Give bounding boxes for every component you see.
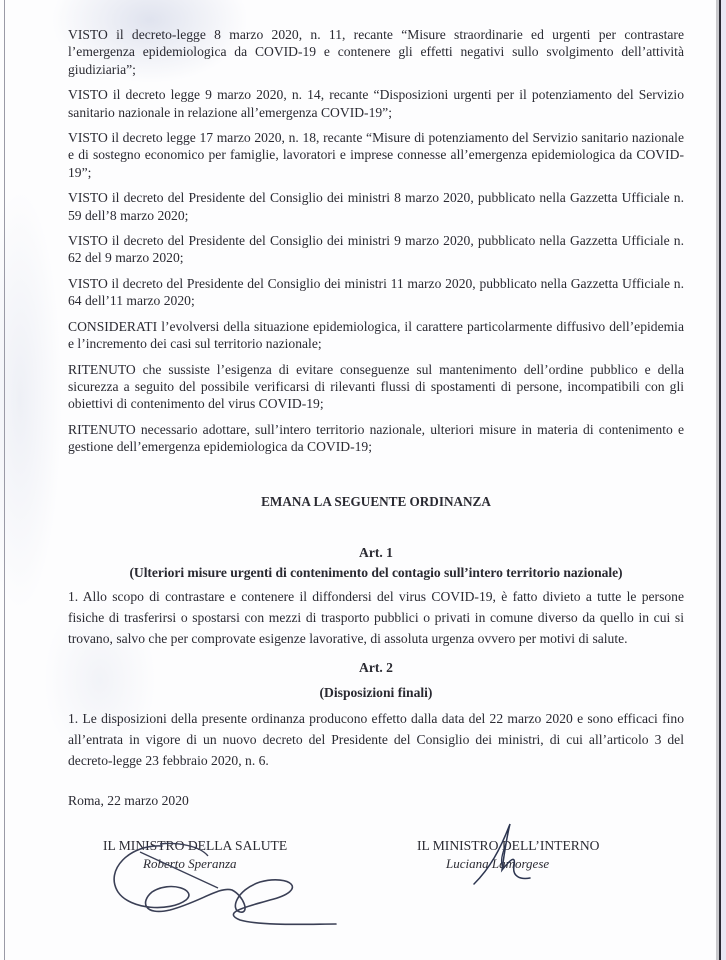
premise-paragraph: CONSIDERATI l’evolversi della situazione epidemiologica, il carattere particolarmente diffusivo dell’epidemia e l’incremento dei casi sul territorio nazionale; [68,318,684,352]
signatory-role: IL MINISTRO DELL’INTERNO [417,838,600,853]
premise-paragraph: VISTO il decreto legge 9 marzo 2020, n. 14, recante “Disposizioni urgenti per il potenziamento del Servizio sanitario nazionale in relazione all’emergenza COVID-19”; [68,87,684,120]
article-2-subtitle: (Disposizioni finali) [319,685,433,701]
document-body [68,26,684,771]
premise-paragraph: VISTO il decreto-legge 8 marzo 2020, n. 11, recante “Misure straordinarie ed urgenti per contrastare l’emergenza epidemiologica da COVID-19 e contenere gli effetti negativi sullo svolgimento dell’attività giudiziaria”; [68,27,684,77]
signature-block-interior [417,838,677,872]
article-1-title: Art. 1 [359,544,393,560]
article-1-text: 1. Allo scopo di contrastare e contenere il diffondersi del virus COVID-19, è fatto divieto a tutte le persone fisiche di trasferirsi o spostarsi con mezzi di trasporto pubblici o privati in comune diverso da quello in cui si trovano, salvo che per comprovate esigenze lavorative, di assoluta urgenza ovvero per motivi di salute. [68,588,684,646]
page-right-edge [716,0,726,960]
article-1-subtitle: (Ulteriori misure urgenti di contenimento del contagio sull’intero territorio nazionale) [129,565,623,581]
signatory-role: IL MINISTRO DELLA SALUTE [103,838,288,853]
premise-paragraph: VISTO il decreto del Presidente del Consiglio dei ministri 9 marzo 2020, pubblicato nella Gazzetta Ufficiale n. 62 del 9 marzo 2020; [68,233,684,266]
article-2-text: 1. Le disposizioni della presente ordinanza producono effetto dalla data del 22 marzo 2020 e sono efficaci fino all’entrata in vigore di un nuovo decreto del Presidente del Consiglio dei ministri, di cui all’articolo 3 del decreto-legge 23 febbraio 2020, n. 6. [68,710,684,768]
signatory-name: Luciana Lamorgese [446,856,550,871]
signatory-name: Roberto Speranza [143,856,237,871]
ordinance-heading: EMANA LA SEGUENTE ORDINANZA [261,493,491,509]
article-2-title: Art. 2 [359,659,393,675]
premise-paragraph: VISTO il decreto legge 17 marzo 2020, n. 18, recante “Misure di potenziamento del Servizio sanitario nazionale e di sostegno economico per famiglie, lavoratori e imprese connesse all’emergenza epidemiologica da COVID-19”; [68,130,684,180]
page-left-edge [4,0,5,960]
premise-paragraph: RITENUTO che sussiste l’esigenza di evitare conseguenze sul mantenimento dell’ordine pubblico e della sicurezza a seguito del possibile verificarsi di rilevanti flussi di spostamenti di persone, incompatibili con gli obiettivi di contenimento del virus COVID-19; [68,361,684,412]
premise-paragraph: VISTO il decreto del Presidente del Consiglio dei ministri 8 marzo 2020, pubblicato nella Gazzetta Ufficiale n. 59 dell’8 marzo 2020; [68,190,684,223]
place-date: Roma, 22 marzo 2020 [68,793,189,808]
premise-paragraph: VISTO il decreto del Presidente del Consiglio dei ministri 11 marzo 2020, pubblicato nella Gazzetta Ufficiale n. 64 dell’11 marzo 2020; [68,275,684,309]
premise-paragraph: RITENUTO necessario adottare, sull’intero territorio nazionale, ulteriori misure in materia di contenimento e gestione dell’emergenza epidemiologica da COVID-19; [68,421,684,455]
signature-block-health [103,838,363,872]
